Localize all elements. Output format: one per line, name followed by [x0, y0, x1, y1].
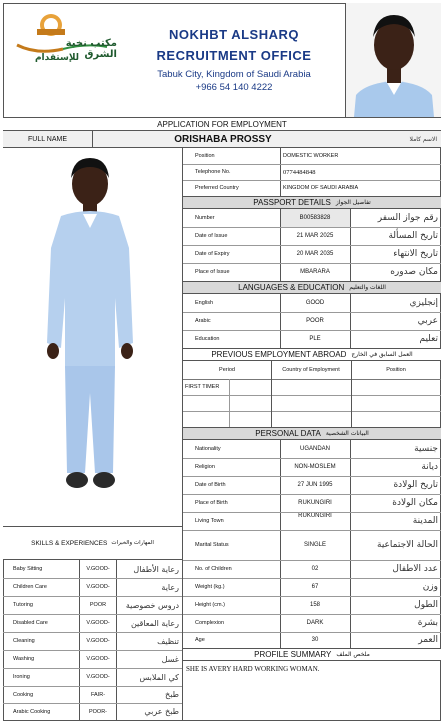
skill-value: V.GOOD-	[86, 674, 110, 680]
issue-date-ar: تاريخ المسألة	[388, 231, 438, 241]
nationality-value: UGANDAN	[299, 446, 330, 452]
children-value: 02	[311, 566, 319, 572]
passport-number-ar: رقم جواز السفر	[377, 213, 438, 223]
skill-value: FAIR-	[90, 691, 106, 698]
skill-ar: رعاية	[161, 582, 179, 592]
skill-ar: دروس خصوصية	[125, 600, 179, 610]
children-ar: عدد الاطفال	[392, 564, 438, 574]
skill-ar: رعاية الأطفال	[133, 564, 179, 574]
skill-value: V.GOOD-	[86, 584, 110, 590]
living-town-label: Living Town	[195, 518, 224, 524]
issue-place-value: MBARARA	[300, 269, 330, 275]
issue-date-value: 21 MAR 2025	[296, 233, 334, 239]
expiry-date-value: 20 MAR 2035	[296, 251, 334, 257]
pob-value: RUKUNGIRI	[298, 500, 332, 506]
employment-table	[183, 361, 441, 427]
complexion-label: Complexion	[195, 620, 225, 626]
education-ar: تعليم	[419, 334, 438, 344]
dob-ar: تاريخ الولادة	[393, 480, 438, 490]
issue-place-ar: مكان صدوره	[390, 267, 438, 277]
skill-value: POOR-	[88, 708, 108, 715]
company-logo	[7, 9, 119, 73]
standing-person-icon	[3, 148, 182, 526]
languages-heading-en: LANGUAGES & EDUCATION	[238, 283, 345, 292]
complexion-value: DARK	[306, 620, 324, 626]
age-ar: العمر	[418, 635, 438, 645]
pob-ar: مكان الولادة	[392, 498, 438, 508]
personal-table	[183, 440, 441, 648]
company-name-line1: NOKHBT ALSHARQ	[168, 27, 299, 42]
living-town-value: RUKUNGIRI	[298, 513, 332, 519]
passport-heading-ar: تفاصيل الجواز	[335, 199, 371, 206]
full-name-label: FULL NAME	[3, 131, 93, 148]
company-name-line2: RECRUITMENT OFFICE	[156, 48, 312, 63]
skill-value: V.GOOD-	[86, 656, 110, 662]
basic-label: Position	[195, 153, 215, 159]
language-value: POOR	[306, 318, 324, 324]
profile-heading-en: PROFILE SUMMARY	[254, 650, 332, 659]
passport-number-value: B00583828	[280, 209, 350, 227]
marital-status-label: Marital Status	[195, 542, 229, 548]
children-label: No. of Children	[195, 566, 232, 572]
complexion-ar: بشرة	[417, 618, 438, 628]
employment-heading-en: PREVIOUS EMPLOYMENT ABROAD	[211, 350, 347, 359]
education-value: PLE	[309, 336, 321, 342]
weight-label: Weight (kg.)	[195, 584, 225, 590]
full-body-photo	[3, 148, 182, 526]
languages-heading-ar: اللغات والتعليم	[349, 284, 386, 291]
employment-heading-ar: العمل السابق في الخارج	[351, 351, 413, 358]
company-location: Tabuk City, Kingdom of Saudi Arabia	[157, 69, 311, 80]
full-name-value: ORISHABA PROSSY	[174, 134, 272, 145]
education-label: Education	[195, 336, 220, 342]
weight-value: 67	[311, 584, 319, 590]
employment-heading	[183, 348, 441, 361]
personal-heading-ar: البيانات الشخصية	[325, 430, 369, 437]
skill-ar: تنظيف	[157, 636, 179, 646]
language-ar: عربي	[417, 316, 438, 326]
basic-value: KINGDOM OF SAUDI ARABIA	[283, 185, 359, 191]
skill-label: Disabled Care	[13, 620, 48, 626]
marital-status-ar: الحالة الاجتماعية	[377, 539, 438, 550]
employment-col-period: Period	[219, 367, 235, 373]
full-name-row	[3, 131, 441, 148]
skill-label: Washing	[13, 656, 35, 662]
skill-ar: كي الملابس	[139, 672, 179, 682]
profile-summary-text: SHE IS AVERY HARD WORKING WOMAN.	[186, 665, 320, 673]
skill-value: V.GOOD-	[86, 566, 110, 572]
religion-label: Religion	[195, 464, 215, 470]
expiry-date-ar: تاريخ الانتهاء	[393, 249, 438, 259]
skill-label: Tutoring	[13, 602, 33, 608]
skill-value: POOR	[89, 602, 107, 608]
skill-value: V.GOOD-	[86, 620, 110, 626]
language-label: English	[195, 300, 214, 306]
passport-heading	[183, 196, 441, 209]
header	[3, 3, 441, 117]
skills-heading	[3, 526, 182, 560]
profile-heading-ar: ملخص الملف	[336, 651, 370, 658]
employment-country	[273, 379, 349, 395]
height-value: 158	[309, 602, 320, 608]
logo-sub-ar: للإستقدام	[34, 53, 80, 63]
language-value: GOOD	[305, 300, 325, 306]
skill-ar: طبخ	[165, 690, 179, 699]
dob-value: 27 JUN 1995	[297, 482, 333, 488]
marital-status-value: SINGLE	[303, 542, 326, 548]
height-ar: الطول	[414, 600, 438, 610]
basic-value: 0774484848	[283, 168, 316, 176]
logo-text-ar: مكتب نخبة الشرق	[65, 38, 117, 60]
skill-label: Cleaning	[13, 638, 35, 644]
employment-col-position: Position	[386, 367, 406, 373]
weight-ar: وزن	[422, 582, 438, 592]
nationality-label: Nationality	[195, 446, 221, 452]
basic-info	[183, 148, 441, 196]
skill-label: Cooking	[13, 691, 34, 698]
personal-heading-en: PERSONAL DATA	[255, 429, 321, 438]
living-town-ar: المدينة	[412, 516, 438, 526]
passport-number-label: Number	[195, 215, 215, 221]
pob-label: Place of Birth	[195, 500, 228, 506]
basic-label: Preferred Country	[195, 185, 239, 191]
skill-ar: غسل	[161, 654, 179, 664]
issue-place-label: Place of Issue	[195, 269, 230, 275]
employment-position	[353, 379, 439, 395]
application-title: APPLICATION FOR EMPLOYMENT	[3, 117, 441, 131]
skill-label: Children Care	[13, 584, 47, 590]
issue-date-label: Date of Issue	[195, 233, 228, 239]
skill-label: Baby Sitting	[13, 566, 43, 572]
age-label: Age	[195, 637, 205, 643]
full-name-label-ar: الاسم كاملا	[409, 136, 437, 143]
language-label: Arabic	[195, 318, 211, 324]
personal-heading	[183, 427, 441, 440]
passport-table	[183, 209, 441, 281]
basic-value: DOMESTIC WORKER	[283, 153, 339, 159]
skill-label: Arabic Cooking	[13, 708, 51, 715]
language-ar: إنجليزي	[409, 298, 438, 308]
skills-heading-ar: المهارات والخبرات	[111, 540, 154, 546]
employment-period: FIRST TIMER	[185, 384, 220, 390]
portrait-photo	[345, 3, 441, 117]
skill-ar: طبخ عربي	[144, 707, 179, 716]
nationality-ar: جنسية	[414, 444, 438, 454]
expiry-date-label: Date of Expiry	[195, 251, 230, 257]
age-value: 30	[311, 637, 319, 643]
skill-value: V.GOOD-	[86, 638, 110, 644]
portrait-icon	[346, 3, 441, 117]
skills-table	[3, 560, 182, 721]
basic-label: Telephone No.	[195, 169, 231, 175]
company-phone: +966 54 140 4222	[195, 82, 273, 93]
languages-table	[183, 294, 441, 348]
employment-col-country: Country of Employment	[282, 367, 340, 373]
religion-ar: ديانة	[421, 462, 438, 472]
dob-label: Date of Birth	[195, 482, 226, 488]
passport-heading-en: PASSPORT DETAILS	[253, 198, 331, 207]
religion-value: NON-MOSLEM	[294, 464, 336, 470]
profile-heading	[183, 648, 441, 661]
height-label: Height (cm.)	[195, 602, 225, 608]
languages-heading	[183, 281, 441, 294]
skill-ar: رعاية المعاقين	[130, 618, 179, 628]
skill-label: Ironing	[13, 674, 30, 680]
skills-heading-en: SKILLS & EXPERIENCES	[31, 539, 108, 547]
